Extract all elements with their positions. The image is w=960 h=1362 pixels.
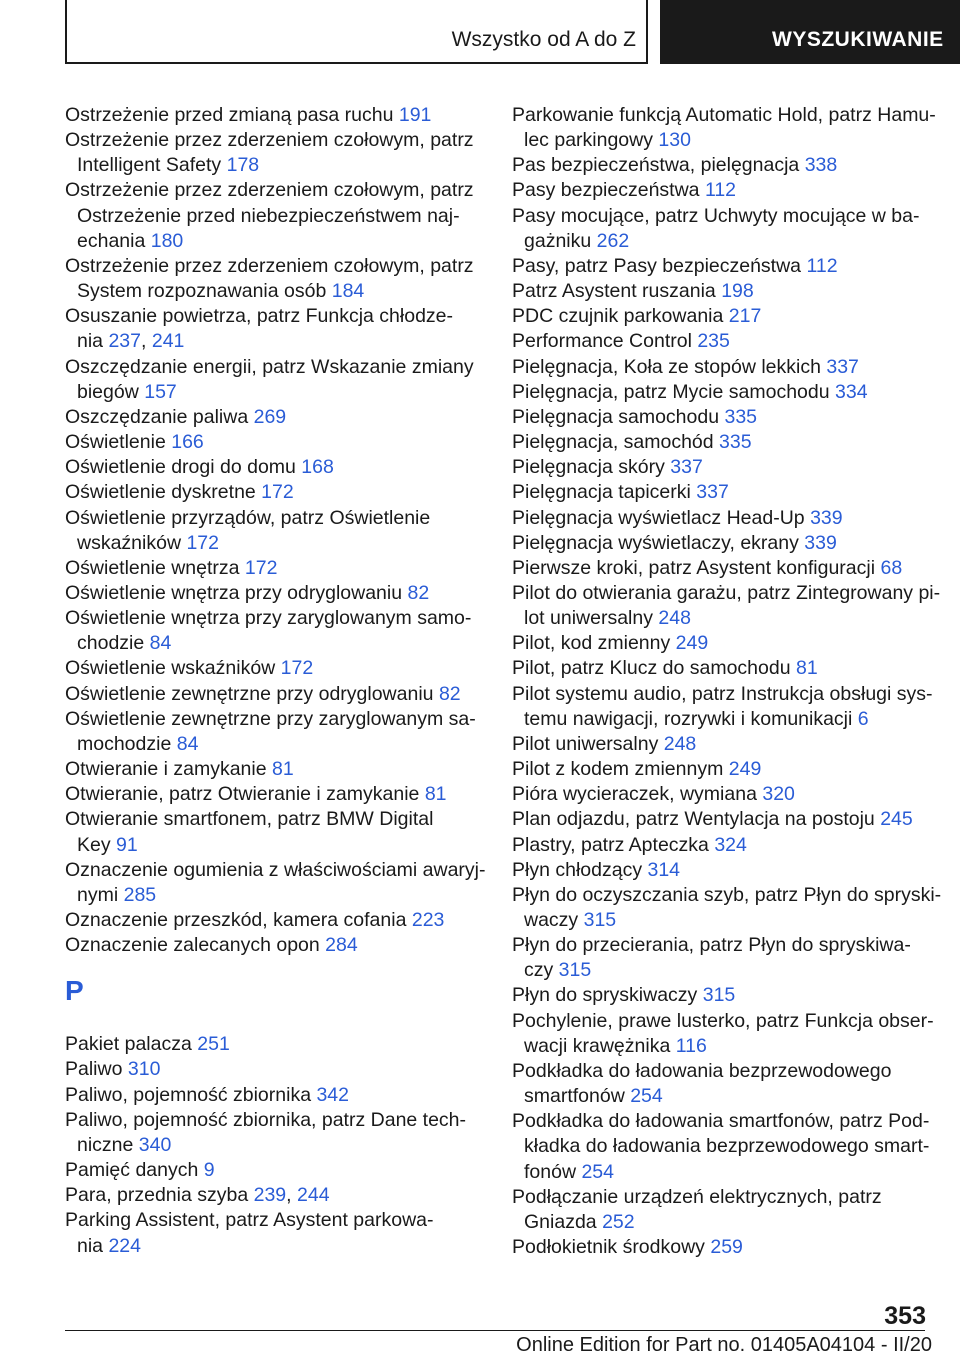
index-entry [65,908,475,933]
index-entry [512,757,932,782]
index-list-p-continued [512,103,942,1260]
index-entry [512,304,932,329]
index-entry [512,656,932,681]
entry-text: Para, przednia szyba [65,1184,254,1207]
page-reference-link[interactable]: 337 [670,456,703,479]
entry-text: Oznaczenie zalecanych opon [65,934,326,957]
page-reference-link[interactable]: 157 [144,380,177,403]
entry-text: wskaźników [77,531,187,554]
page-reference-link[interactable]: 248 [663,732,697,755]
page-reference-link[interactable]: 116 [675,1034,707,1057]
entry-text: Oszczędzanie paliwa [65,405,254,428]
page-reference-link[interactable]: 337 [696,481,729,504]
page-reference-link[interactable]: 239 [253,1184,287,1207]
breadcrumb[interactable]: Wszystko od A do Z [451,28,636,51]
page-reference-link[interactable]: 191 [398,104,432,126]
page-reference-link[interactable]: 180 [150,229,184,252]
page-reference-link[interactable]: 9 [203,1159,215,1182]
index-list-o [65,103,486,958]
entry-text: Oświetlenie wnętrza przy zaryglowanym samo- [65,607,472,630]
entry-text: Paliwo [65,1058,128,1081]
index-entry [512,178,932,203]
entry-text: Patrz Asystent ruszania [512,280,722,303]
entry-text: lot uniwersalny [524,607,659,630]
entry-text: Pielęgnacja skóry [512,456,671,479]
page-reference-link[interactable]: 91 [116,833,138,856]
page-reference-link[interactable]: 112 [806,254,838,277]
entry-text: Pochylenie, prawe lusterko, patrz Funkcja obser- [512,1009,934,1032]
header-frame [65,0,648,64]
index-entry [65,707,475,757]
index-entry [512,1185,932,1235]
entry-text: Podłączanie urządzeń elektrycznych, patrz [512,1185,882,1208]
index-entry [65,1032,475,1057]
page-reference-link[interactable]: 339 [804,531,837,554]
entry-text: Otwieranie i zamykanie [65,758,272,781]
page-reference-link[interactable]: 285 [123,883,157,906]
entry-text: Płyn do przecierania, patrz Płyn do spryskiwa- [512,934,911,957]
entry-text: Plan odjazdu, patrz Wentylacja na postoju [512,808,881,831]
index-entry [512,1109,932,1184]
index-entry [65,682,475,707]
entry-text: Otwieranie smartfonem, patrz BMW Digital [65,808,434,831]
page-reference-link[interactable]: 284 [325,934,358,957]
entry-text: Oszczędzanie energii, patrz Wskazanie zmiany [65,355,474,378]
entry-text: wacji krawężnika [524,1034,676,1057]
index-entry [65,103,475,128]
index-list-p [65,1032,475,1258]
entry-text: Oświetlenie zewnętrzne przy zaryglowanym sa- [65,707,476,730]
entry-text: Ostrzeżenie przed zmianą pasa ruchu [65,104,399,126]
index-entry [65,1183,475,1208]
index-entry [512,405,932,430]
index-entry [65,1057,475,1082]
entry-text: fonów [524,1160,582,1183]
index-entry [512,329,932,354]
entry-text: kładka do ładowania bezprzewodowego smart- [524,1135,930,1158]
entry-text: Pielęgnacja tapicerki [512,481,697,504]
section-letter: P [65,975,84,1007]
index-entry [65,178,475,253]
entry-text: Pielęgnacja, Koła ze stopów lekkich [512,355,827,378]
entry-text: nymi [77,883,124,906]
page-reference-link[interactable]: 84 [176,732,199,755]
entry-text: Paliwo, pojemność zbiornika, patrz Dane tech- [65,1108,467,1131]
footer-edition: Online Edition for Part no. 01405A04104 - II/20 [516,1334,932,1356]
page-reference-link[interactable]: 254 [630,1085,663,1108]
page-reference-link[interactable]: 237 [108,330,141,353]
entry-text: Pielęgnacja samochodu [512,405,725,428]
index-entry [65,581,475,606]
entry-text: Pilot z kodem zmiennym [512,758,729,781]
entry-text: Pilot, kod zmienny [512,632,676,655]
entry-text: Gniazda [524,1210,603,1233]
index-entry [512,279,932,304]
entry-text: temu nawigacji, rozrywki i komunikacji [524,707,858,730]
page-reference-link[interactable]: 324 [714,833,747,856]
index-entry [512,254,932,279]
index-entry [65,480,475,505]
page-reference-link[interactable]: 269 [253,405,287,428]
entry-text: Oświetlenie wskaźników [65,657,281,680]
page-reference-link[interactable]: 172 [244,556,278,579]
page-reference-link[interactable]: 172 [280,657,314,680]
entry-text: Oświetlenie dyskretne [65,481,262,504]
entry-text: niczne [77,1133,139,1156]
index-column-left [65,103,486,1259]
entry-text: Pamięć danych [65,1159,204,1182]
index-column-right [512,103,942,1260]
entry-text: Pierwsze kroki, patrz Asystent konfiguracji [512,556,881,579]
page-reference-link[interactable]: 223 [411,909,445,931]
entry-text: Oświetlenie zewnętrzne przy odryglowaniu [65,682,439,705]
entry-text: gażniku [524,229,597,252]
page-reference-link[interactable]: 245 [880,808,913,831]
page-reference-link[interactable]: 82 [438,682,461,705]
page-reference-link[interactable]: 340 [138,1133,172,1156]
page-reference-link[interactable]: 6 [857,707,869,730]
index-entry [512,858,932,883]
index-entry [65,1083,475,1108]
page-reference-link[interactable]: 224 [108,1234,141,1257]
ref-separator: , [141,330,152,353]
index-entry [65,1108,475,1158]
page-number: 353 [884,1302,926,1330]
page-reference-link[interactable]: 81 [272,758,294,781]
index-entry [512,732,932,757]
page-reference-link[interactable]: 244 [297,1184,330,1207]
entry-text: Płyn do spryskiwaczy [512,984,703,1007]
entry-text: Podkładka do ładowania smartfonów, patrz Pod- [512,1110,930,1133]
page-reference-link[interactable]: 315 [583,909,617,931]
entry-text: Ostrzeżenie przez zderzeniem czołowym, patrz [65,129,474,152]
page-reference-link[interactable]: 337 [826,355,859,378]
index-entry [65,606,475,656]
entry-text: Płyn do oczyszczania szyb, patrz Płyn do spryski- [512,883,942,906]
page-reference-link[interactable]: 251 [197,1033,230,1056]
entry-text: czy [524,959,559,982]
index-entry [512,883,942,933]
entry-text: Oświetlenie wnętrza przy odryglowaniu [65,581,408,604]
page-reference-link[interactable]: 184 [331,280,365,303]
page-reference-link[interactable]: 338 [804,154,838,177]
index-entry [512,581,941,631]
page-reference-link[interactable]: 68 [880,556,903,579]
index-entry [65,757,475,782]
page-reference-link[interactable]: 248 [658,607,691,630]
page-reference-link[interactable]: 178 [226,154,260,177]
entry-text: Pióra wycieraczek, wymiana [512,783,763,806]
entry-text: Pas bezpieczeństwa, pielęgnacja [512,154,805,177]
entry-text: Pakiet palacza [65,1033,198,1056]
entry-text: Pielęgnacja, samochód [512,431,720,454]
entry-text: Pasy bezpieczeństwa [512,179,705,202]
entry-text: Pilot uniwersalny [512,732,664,755]
index-entry [65,933,475,958]
entry-text: Podłokietnik środkowy [512,1236,711,1259]
page-reference-link[interactable]: 342 [316,1083,349,1106]
index-entry [65,782,475,807]
page-reference-link[interactable]: 310 [127,1058,161,1081]
entry-text: Oznaczenie przeszkód, kamera cofania [65,909,412,931]
entry-text: lec parkingowy [524,129,659,152]
page-reference-link[interactable]: 235 [697,330,730,353]
page-reference-link[interactable]: 249 [728,758,762,781]
entry-text: Intelligent Safety [77,154,227,177]
index-entry [512,782,932,807]
page-reference-link[interactable]: 166 [171,431,204,454]
index-entry [512,983,932,1008]
entry-text: chodzie [77,632,150,655]
index-entry [65,405,475,430]
index-entry [512,380,932,405]
page-reference-link[interactable]: 81 [424,783,447,806]
index-entry [65,304,475,354]
index-entry [65,455,475,480]
entry-text: Ostrzeżenie przez zderzeniem czołowym, patrz [65,254,474,277]
index-entry [65,128,475,178]
index-entry [512,103,936,153]
page-reference-link[interactable]: 335 [719,431,752,454]
page-reference-link[interactable]: 249 [675,632,709,655]
index-entry [65,858,486,908]
index-entry [512,455,932,480]
entry-text: Pielęgnacja wyświetlacz Head-Up [512,506,811,529]
entry-text: Key [77,833,117,856]
entry-text: Pielęgnacja, patrz Mycie samochodu [512,380,835,403]
index-entry [65,807,475,857]
index-entry [65,1208,475,1258]
entry-text: mochodzie [77,732,177,755]
entry-text: Osuszanie powietrza, patrz Funkcja chłodze- [65,305,454,328]
page-reference-link[interactable]: 172 [261,481,294,504]
index-entry [65,1158,475,1183]
entry-text: Podkładka do ładowania bezprzewodowego [512,1059,892,1082]
page-reference-link[interactable]: 254 [581,1160,614,1183]
entry-text: Parking Assistent, patrz Asystent parkowa- [65,1209,434,1232]
entry-text: System rozpoznawania osób [77,280,332,303]
index-entry [512,933,932,983]
page-reference-link[interactable]: 259 [710,1236,743,1259]
page-reference-link[interactable]: 262 [596,229,630,252]
entry-text: nia [77,330,109,353]
page-reference-link[interactable]: 241 [151,330,185,353]
page-reference-link[interactable]: 112 [704,179,737,202]
entry-text: Pasy mocujące, patrz Uchwyty mocujące w ba- [512,204,920,227]
entry-text: Oświetlenie [65,431,172,454]
entry-text: Parkowanie funkcją Automatic Hold, patrz Hamu- [512,104,936,126]
index-entry [65,254,475,304]
page-reference-link[interactable]: 217 [728,305,762,328]
entry-text: nia [77,1234,109,1257]
entry-text: Pielęgnacja wyświetlaczy, ekrany [512,531,805,554]
entry-text: Plastry, patrz Apteczka [512,833,715,856]
entry-text: Otwieranie, patrz Otwieranie i zamykanie [65,783,425,806]
index-entry [512,631,932,656]
entry-text: Pilot systemu audio, patrz Instrukcja obsługi sys- [512,682,933,705]
page-reference-link[interactable]: 252 [602,1210,635,1233]
index-entry [65,506,475,556]
entry-text: PDC czujnik parkowania [512,305,729,328]
entry-text: Płyn chłodzący [512,858,648,881]
index-entry [512,480,932,505]
ref-separator: , [286,1184,297,1207]
index-entry [512,1009,932,1059]
index-entry [512,153,932,178]
index-entry [512,531,932,556]
index-entry [512,506,932,531]
page-reference-link[interactable]: 81 [795,657,818,680]
entry-text: Ostrzeżenie przez zderzeniem czołowym, patrz [65,179,474,202]
page-reference-link[interactable]: 334 [835,380,868,403]
index-entry [512,682,932,732]
entry-text: echania [77,229,151,252]
index-entry [65,556,475,581]
index-entry [512,833,932,858]
entry-text: Paliwo, pojemność zbiornika [65,1083,317,1106]
page-reference-link[interactable]: 320 [762,783,795,806]
page-reference-link[interactable]: 315 [702,984,736,1007]
page-reference-link[interactable]: 168 [301,456,334,479]
entry-text: smartfonów [524,1085,631,1108]
index-entry [512,1059,932,1109]
entry-text: Pilot do otwierania garażu, patrz Zintegrowany pi- [512,581,941,604]
index-entry [65,430,475,455]
entry-text: Ostrzeżenie przed niebezpieczeństwem naj- [77,204,460,227]
page-reference-link[interactable]: 198 [721,280,754,303]
page-reference-link[interactable]: 84 [149,632,172,655]
entry-text: Oświetlenie wnętrza [65,556,245,579]
page-reference-link[interactable]: 82 [407,581,430,604]
page-reference-link[interactable]: 172 [186,531,219,554]
index-entry [512,204,932,254]
index-entry [65,355,475,405]
entry-text: Oświetlenie drogi do domu [65,456,302,479]
index-entry [512,430,932,455]
page-reference-link[interactable]: 339 [810,506,843,529]
index-entry [65,656,475,681]
page-reference-link[interactable]: 335 [724,405,758,428]
page-reference-link[interactable]: 314 [647,858,681,881]
entry-text: Pasy, patrz Pasy bezpieczeństwa [512,254,807,277]
index-entry [512,556,932,581]
page-reference-link[interactable]: 315 [558,959,592,982]
index-entry [512,807,932,832]
entry-text: Pilot, patrz Klucz do samochodu [512,657,796,680]
entry-text: Performance Control [512,330,698,353]
entry-text: biegów [77,380,145,403]
section-tab[interactable]: WYSZUKIWANIE [660,0,960,64]
page-reference-link[interactable]: 130 [658,129,691,152]
index-entry [512,1235,932,1260]
entry-text: waczy [524,909,584,931]
entry-text: Oznaczenie ogumienia z właściwościami awaryj- [65,858,486,881]
footer-divider [65,1330,925,1331]
entry-text: Oświetlenie przyrządów, patrz Oświetlenie [65,506,431,529]
index-entry [512,355,932,380]
